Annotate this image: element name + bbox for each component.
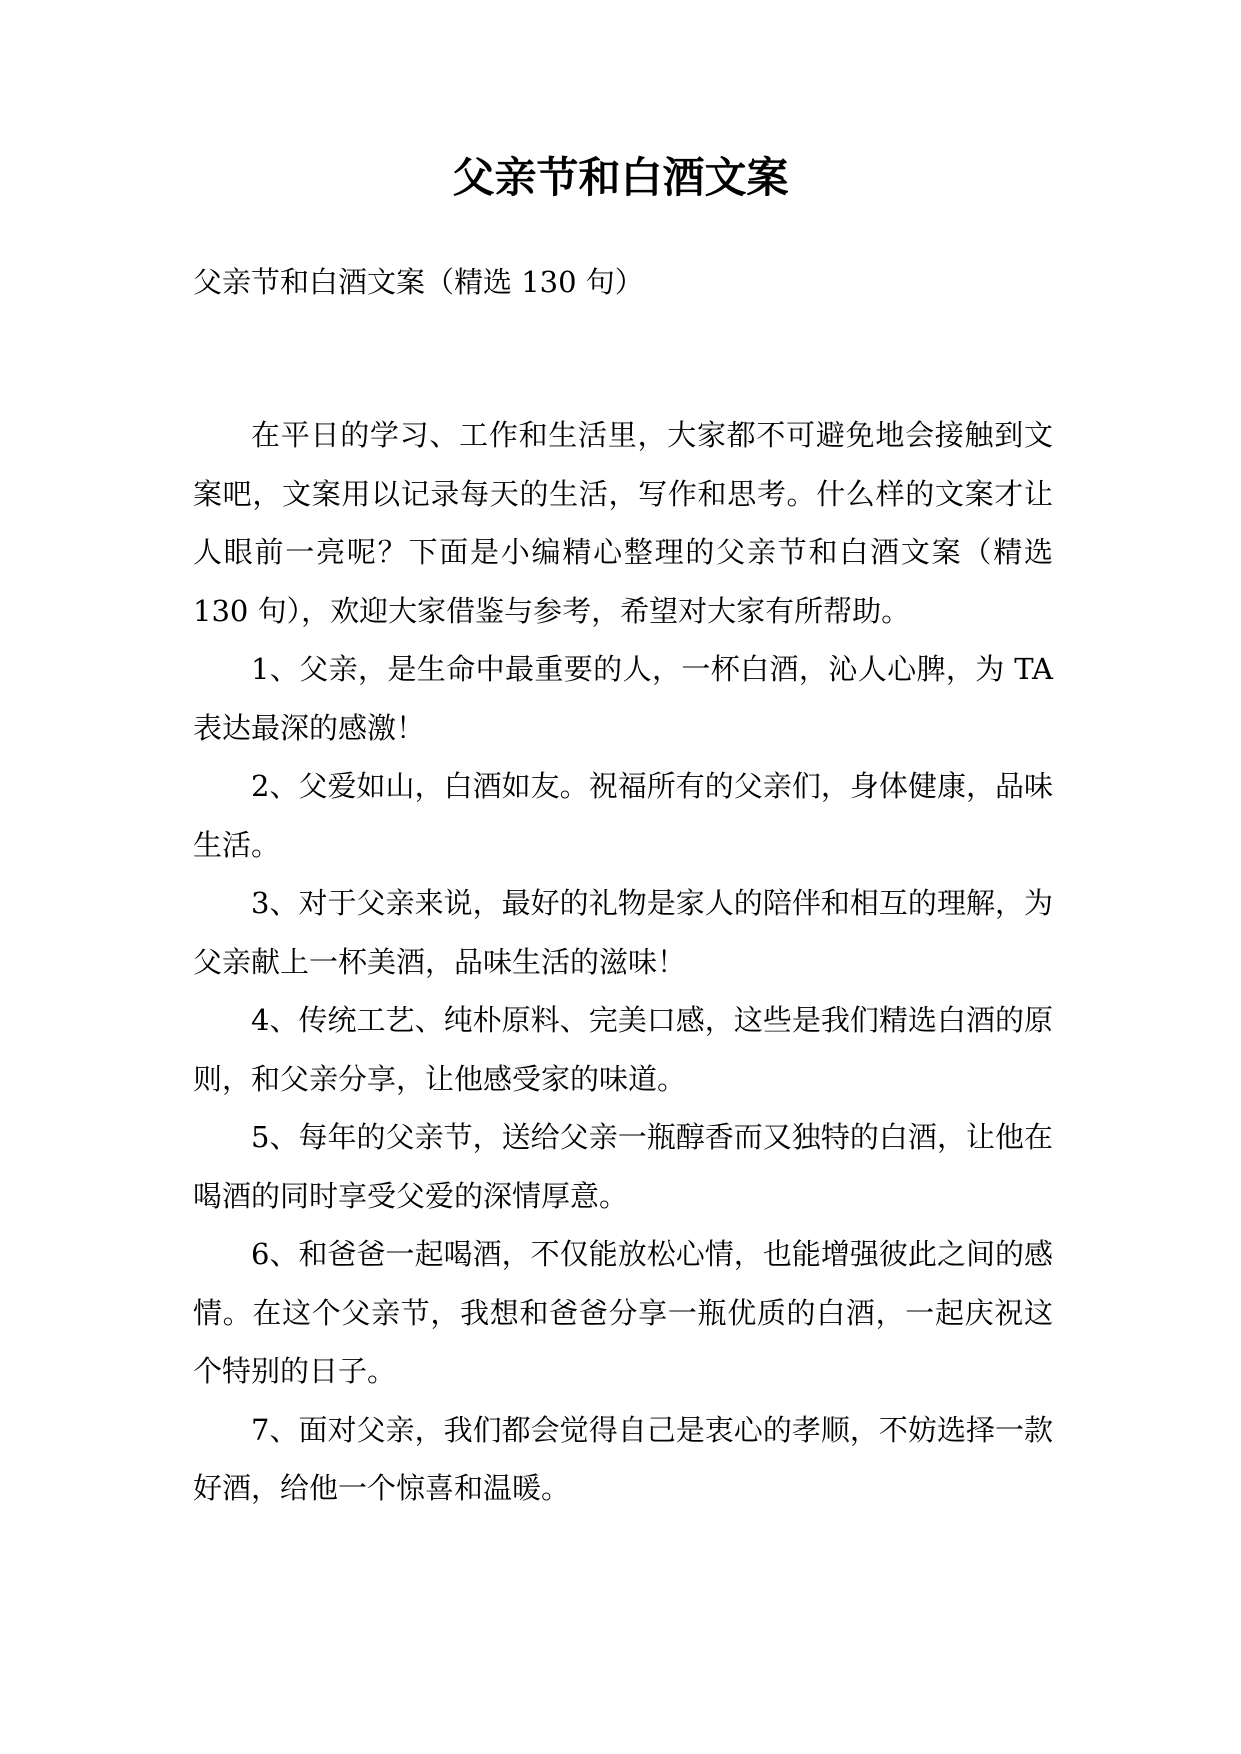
- list-item: 3、对于父亲来说，最好的礼物是家人的陪伴和相互的理解，为父亲献上一杯美酒，品味生活的滋味！: [193, 886, 1053, 979]
- list-item: 4、传统工艺、纯朴原料、完美口感，这些是我们精选白酒的原则，和父亲分享，让他感受家的味道。: [193, 1003, 1053, 1096]
- list-item: 7、面对父亲，我们都会觉得自己是衷心的孝顺，不妨选择一款好酒，给他一个惊喜和温暖。: [193, 1412, 1053, 1505]
- document-title: 父亲节和白酒文案: [452, 153, 789, 202]
- intro-paragraph: 在平日的学习、工作和生活里，大家都不可避免地会接触到文案吧，文案用以记录每天的生活，写作和思考。什么样的文案才让人眼前一亮呢？下面是小编精心整理的父亲节和白酒文案（精选 130 句），欢迎大家借鉴与参考，希望对大家有所帮助。: [193, 418, 1053, 628]
- document-body: [193, 406, 1053, 1518]
- list-item: 6、和爸爸一起喝酒，不仅能放松心情，也能增强彼此之间的感情。在这个父亲节，我想和爸爸分享一瓶优质的白酒，一起庆祝这个特别的日子。: [193, 1237, 1053, 1388]
- list-item: 2、父爱如山，白酒如友。祝福所有的父亲们，身体健康，品味生活。: [193, 769, 1053, 862]
- document-subtitle: 父亲节和白酒文案（精选 130 句）: [193, 265, 644, 299]
- list-item: 1、父亲，是生命中最重要的人，一杯白酒，沁人心脾，为 TA 表达最深的感激！: [193, 652, 1053, 745]
- list-item: 5、每年的父亲节，送给父亲一瓶醇香而又独特的白酒，让他在喝酒的同时享受父爱的深情厚意。: [193, 1120, 1053, 1213]
